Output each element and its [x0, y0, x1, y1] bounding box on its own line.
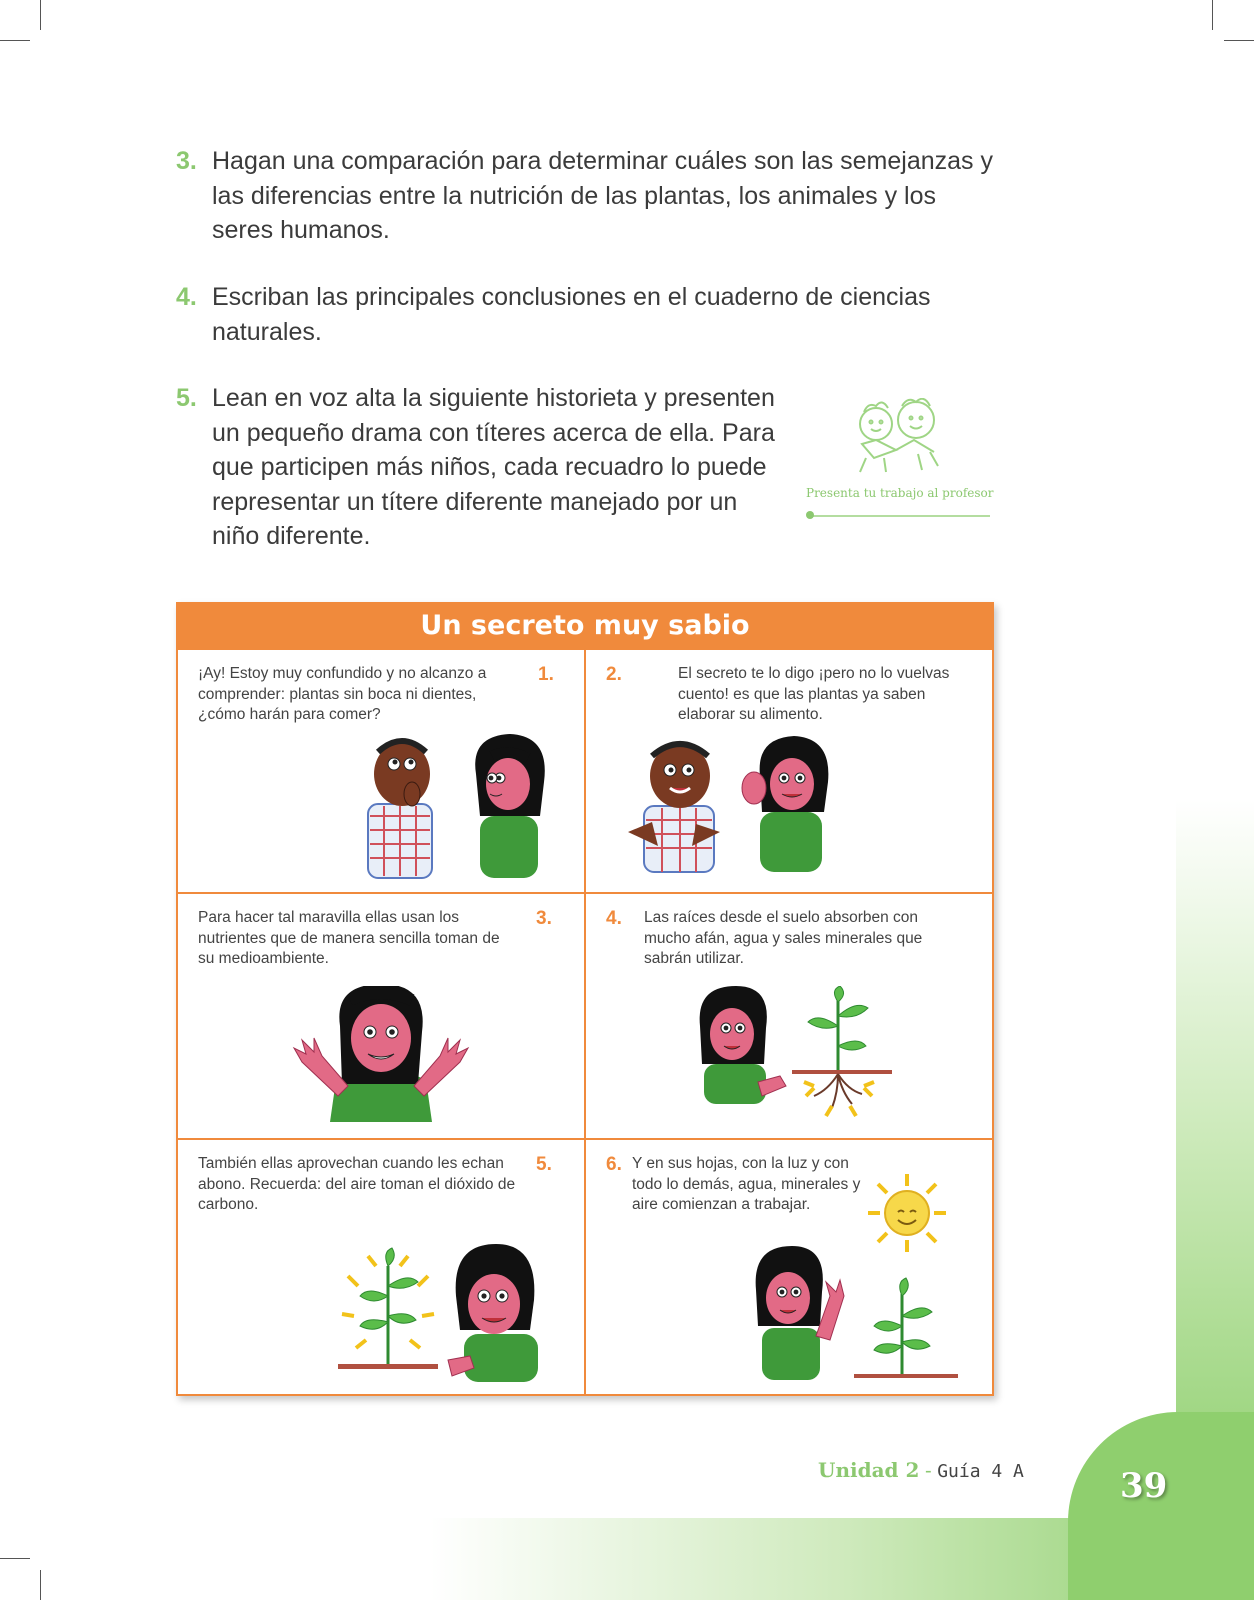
comic-panel-1	[178, 650, 586, 894]
footer-separator: -	[924, 1460, 932, 1482]
crop-mark	[1212, 0, 1213, 30]
girl-open-arms-illustration	[286, 986, 476, 1126]
instruction-3	[176, 144, 996, 248]
crop-mark	[0, 1558, 30, 1559]
page-corner-tab	[1068, 1412, 1254, 1600]
instruction-number: 5.	[176, 384, 197, 412]
instruction-text: Escriban las principales conclusiones en el cuaderno de ciencias naturales.	[212, 283, 931, 346]
instruction-number: 3.	[176, 147, 197, 175]
crop-mark	[40, 1570, 41, 1600]
comic-panel-4	[586, 894, 994, 1140]
comic-strip	[176, 602, 994, 1396]
panel-number: 2.	[606, 664, 622, 685]
panel-text: También ellas aprovechan cuando les echan abono. Recuerda: del aire toman el dióxido de carbono.	[198, 1155, 516, 1213]
panel-number: 4.	[606, 908, 622, 929]
panel-text: ¡Ay! Estoy muy confundido y no alcanzo a comprender: plantas sin boca ni dientes, ¿cómo harán para comer?	[198, 665, 487, 723]
comic-panel-3	[178, 894, 586, 1140]
panel-text: Para hacer tal maravilla ellas usan los nutrientes que de manera sencilla toman de su medioambiente.	[198, 909, 500, 967]
footer-unit: Unidad 2	[818, 1458, 920, 1482]
comic-panel-5	[178, 1140, 586, 1394]
panel-text: Las raíces desde el suelo absorben con mucho afán, agua y sales minerales que sabrán utilizar.	[644, 909, 923, 967]
instruction-number: 4.	[176, 283, 197, 311]
teacher-note-dot	[806, 511, 814, 519]
panel-text: El secreto te lo digo ¡pero no lo vuelvas cuento! es que las plantas ya saben elaborar su alimento.	[678, 665, 950, 723]
girl-and-plant-roots-illustration	[696, 986, 896, 1126]
teacher-note	[806, 398, 994, 526]
children-reading-icon	[834, 398, 954, 478]
panel-number: 5.	[536, 1154, 552, 1175]
footer-guide: Guía 4 A	[937, 1461, 1024, 1482]
crop-mark	[1224, 40, 1254, 41]
girl-pointing-and-plant-illustration	[752, 1246, 972, 1386]
comic-panel-2	[586, 650, 994, 894]
instruction-text: Lean en voz alta la siguiente historieta y presenten un pequeño drama con títeres acerca de ella. Para que participen más niños, cada recuadro lo puede representar un títere diferente manejado por un niño diferente.	[212, 384, 775, 550]
instruction-text: Hagan una comparación para determinar cuáles son las semejanzas y las diferencias entre la nutrición de las plantas, los animales y los seres humanos.	[212, 147, 993, 244]
panel-number: 6.	[606, 1154, 622, 1175]
crop-mark	[40, 0, 41, 30]
panel-number: 1.	[538, 664, 554, 685]
page-number: 39	[1120, 1466, 1168, 1506]
girl-and-fertilized-plant-illustration	[338, 1236, 558, 1386]
teacher-note-rule	[810, 515, 990, 517]
sun-icon	[862, 1168, 952, 1258]
boy-and-girl-illustration	[358, 734, 578, 884]
comic-grid	[176, 650, 994, 1396]
girl-telling-secret-illustration	[624, 736, 844, 876]
teacher-note-label: Presenta tu trabajo al profesor	[806, 486, 994, 500]
instruction-4	[176, 280, 936, 349]
crop-mark	[0, 40, 30, 41]
comic-title: Un secreto muy sabio	[176, 602, 994, 650]
panel-number: 3.	[536, 908, 552, 929]
footer-reference	[818, 1458, 1024, 1483]
comic-panel-6	[586, 1140, 994, 1394]
panel-text: Y en sus hojas, con la luz y con todo lo demás, agua, minerales y aire comienzan a trabajar.	[632, 1155, 861, 1213]
instruction-5	[176, 381, 786, 554]
